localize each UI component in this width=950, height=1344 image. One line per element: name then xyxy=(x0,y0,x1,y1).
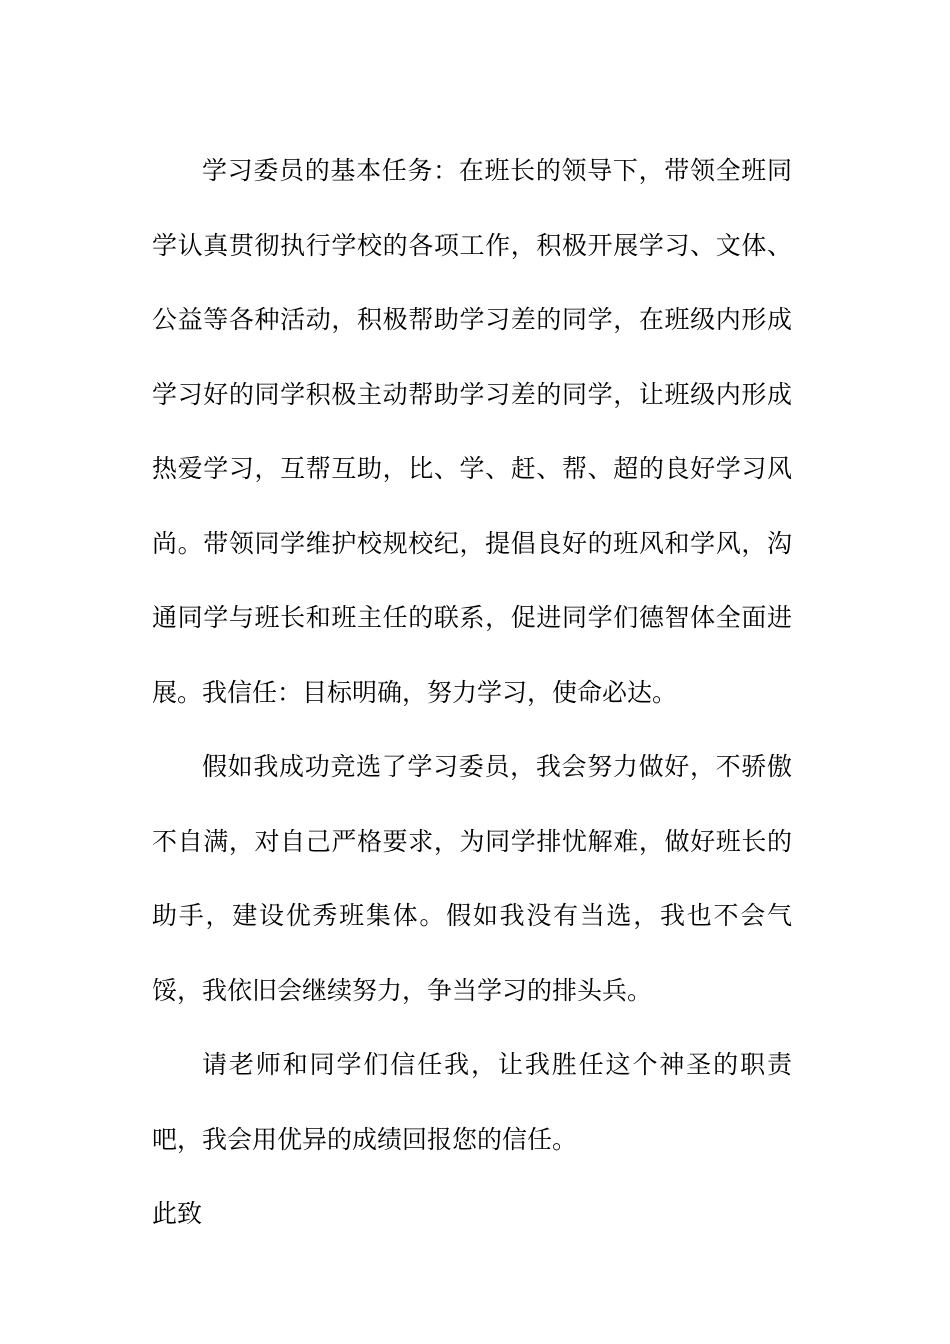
closing-salutation: 此致 xyxy=(152,1199,203,1228)
paragraph-duties: 学习委员的基本任务：在班长的领导下，带领全班同学认真贯彻执行学校的各项工作，积极开展学习、文体、公益等各种活动，积极帮助学习差的同学，在班级内形成学习好的同学积极主动帮助学习差的同学，让班级内形成热爱学习，互帮互助，比、学、赶、帮、超的良好学习风尚。带领同学维护校规校纪，提倡良好的班风和学风，沟通同学与班长和班主任的联系，促进同学们德智体全面进展。我信任：目标明确，努力学习，使命必达。 xyxy=(152,156,792,707)
document-page xyxy=(152,134,792,1252)
paragraph-commitment: 假如我成功竞选了学习委员，我会努力做好，不骄傲不自满，对自己严格要求，为同学排忧解难，做好班长的助手，建设优秀班集体。假如我没有当选，我也不会气馁，我依旧会继续努力，争当学习的排头兵。 xyxy=(152,752,792,1005)
paragraph-appeal: 请老师和同学们信任我，让我胜任这个神圣的职责吧，我会用优异的成绩回报您的信任。 xyxy=(152,1050,792,1154)
